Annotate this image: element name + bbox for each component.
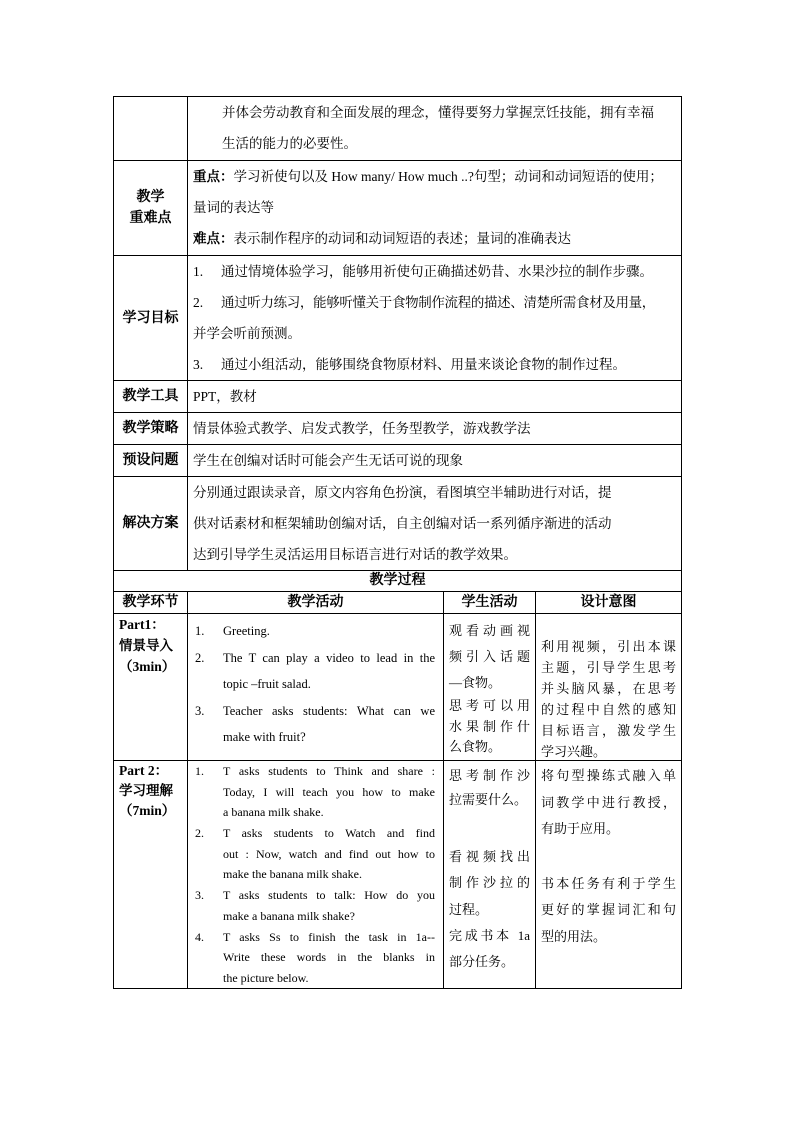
design-intent-line: 的过程中自然的感知	[541, 702, 676, 717]
student-activity-line: 看视频找出	[449, 849, 530, 864]
student-activity-line: 部分任务。	[449, 954, 515, 969]
activity-line: out : Now, watch and find out how to	[223, 846, 435, 861]
design-intent-line: 主题，引导学生思考	[541, 660, 676, 675]
student-activity-line: 观看动画视	[449, 623, 530, 638]
part1-stage-cell	[114, 614, 187, 760]
difficult-point-text: 表示制作程序的动词和动词短语的表述；量词的准确表达	[233, 231, 571, 246]
activity-line	[195, 645, 435, 672]
continuation-line: 并体会劳动教育和全面发展的理念，懂得要努力掌握烹饪技能，拥有幸福	[222, 105, 654, 120]
activity-number: 1.	[195, 764, 204, 778]
activity-text: The T can play a video to lead in the	[223, 650, 435, 665]
header-design-intent: 设计意图	[536, 592, 681, 613]
design-intent-line: 学习兴趣。	[541, 744, 607, 759]
teaching-tools-content-cell	[188, 381, 681, 412]
student-activity-paragraph	[449, 844, 530, 975]
design-intent-line: 书本任务有利于学生	[541, 875, 676, 891]
part1-activities-cell	[188, 614, 443, 760]
part2-activities-cell	[188, 761, 443, 988]
activity-line	[195, 761, 435, 782]
objective-line	[193, 287, 678, 318]
student-activity-paragraph	[449, 761, 530, 812]
learning-objectives-label: 学习目标	[122, 310, 179, 326]
stage-label-line: （7min）	[119, 803, 176, 818]
learning-objectives-content-cell	[188, 256, 681, 380]
design-intent-line: 词教学中进行教授，	[541, 794, 676, 810]
objective-number: 3.	[193, 357, 204, 372]
student-activity-line: 水果制作什	[449, 718, 530, 734]
part2-stage-cell	[114, 761, 187, 988]
anticipated-problems-label-cell	[114, 445, 187, 476]
activity-text: Teacher asks students: What can we	[223, 703, 435, 718]
stage-label-line: 情景导入	[119, 638, 173, 653]
activity-line: Write these words in the blanks in	[223, 950, 435, 965]
activity-text: Greeting.	[223, 624, 270, 638]
activity-number: 3.	[195, 888, 204, 903]
blank-label-cell	[114, 97, 187, 160]
objective-line: 并学会听前预测。	[193, 326, 301, 341]
anticipated-problems-label: 预设问题	[122, 453, 179, 468]
activity-line	[195, 823, 435, 844]
teaching-tools-value: PPT，教材	[193, 389, 257, 404]
activity-line: the picture below.	[223, 970, 309, 985]
process-title: 教学过程	[114, 571, 681, 591]
header-student-activities: 学生活动	[444, 592, 535, 613]
design-intent-paragraph	[541, 614, 676, 760]
objective-line	[193, 256, 678, 287]
student-activity-line: 思考制作沙	[449, 768, 530, 783]
continuation-line: 生活的能力的必要性。	[222, 136, 357, 151]
activity-line: make a banana milk shake?	[223, 908, 355, 923]
student-activity-line: 拉需要什么。	[449, 792, 528, 807]
student-activity-line: 完成书本 1a	[449, 927, 530, 943]
student-activity-line: 制作沙拉的	[449, 875, 530, 891]
activity-text: T asks students to talk: How do you	[223, 888, 435, 903]
objective-text: 通过情境体验学习，能够用祈使句正确描述奶昔、水果沙拉的制作步骤。	[221, 264, 653, 279]
activity-text: T asks Ss to finish the task in 1a--	[223, 929, 435, 944]
activity-line	[195, 885, 435, 906]
design-intent-line: 更好的掌握词汇和句	[541, 902, 676, 917]
key-difficult-points-label-cell	[114, 161, 187, 255]
lesson-plan-table	[113, 96, 682, 989]
key-difficult-points-content-cell	[188, 161, 681, 255]
activity-number: 2.	[195, 826, 204, 841]
objective-text: 通过小组活动，能够围绕食物原材料、用量来谈论食物的制作过程。	[221, 357, 626, 372]
part1-design-intent-cell	[536, 614, 681, 760]
solutions-label-cell	[114, 477, 187, 570]
activity-line: a banana milk shake.	[223, 805, 324, 820]
design-intent-paragraph	[541, 871, 676, 951]
activity-number: 3.	[195, 703, 205, 718]
key-point-line: 量词的表达等	[193, 200, 274, 215]
activity-text: T asks students to Watch and find	[223, 826, 435, 841]
design-intent-line: 将句型操练式融入单	[541, 768, 676, 783]
activity-line	[195, 698, 435, 725]
design-intent-line: 有助于应用。	[541, 821, 620, 836]
activity-line	[195, 618, 435, 645]
teaching-strategies-label-cell	[114, 413, 187, 444]
key-point-text: 学习祈使句以及 How many/ How much ..?句型；动词和动词短语的使用；	[233, 169, 663, 184]
stage-label-line: Part1：	[119, 617, 165, 632]
student-activity-line: —食物。	[449, 675, 502, 690]
design-intent-line: 利用视频，引出本课	[541, 639, 676, 654]
key-difficult-points-label: 重难点	[129, 211, 172, 226]
student-activity-line: 频引入话题	[449, 649, 530, 664]
student-activity-paragraph	[449, 696, 530, 758]
part2-student-activities-cell	[444, 761, 535, 988]
objective-line	[193, 349, 678, 380]
learning-objectives-label-cell	[114, 256, 187, 380]
activity-number: 2.	[195, 650, 205, 665]
design-intent-paragraph	[541, 761, 676, 843]
design-intent-line: 型的用法。	[541, 928, 607, 944]
student-activity-paragraph	[449, 614, 530, 696]
difficult-point-prefix: 难点：	[193, 231, 234, 246]
solutions-line: 供对话素材和框架辅助创编对话，自主创编对话一系列循序渐进的活动	[193, 516, 612, 531]
stage-label-line: （3min）	[119, 659, 176, 674]
solutions-label: 解决方案	[122, 516, 179, 531]
key-point-line	[193, 161, 678, 192]
student-activity-line: 思考可以用	[449, 698, 530, 713]
solutions-line: 达到引导学生灵活运用目标语言进行对话的教学效果。	[193, 547, 517, 562]
activity-number: 1.	[195, 624, 205, 638]
difficult-point-line	[193, 223, 678, 254]
solutions-content-cell	[188, 477, 681, 570]
stage-label-line: Part 2：	[119, 763, 169, 778]
activity-line: topic –fruit salad.	[223, 677, 311, 691]
part1-student-activities-cell	[444, 614, 535, 760]
anticipated-problems-content-cell	[188, 445, 681, 476]
teaching-strategies-label: 教学策略	[122, 421, 179, 436]
teaching-strategies-value: 情景体验式教学、启发式教学，任务型教学，游戏教学法	[193, 421, 531, 436]
activity-line	[195, 927, 435, 948]
activity-line: make the banana milk shake.	[223, 867, 362, 882]
activity-line: Today, I will teach you how to make	[223, 784, 435, 799]
anticipated-problems-value: 学生在创编对话时可能会产生无话可说的现象	[193, 453, 463, 468]
teaching-strategies-content-cell	[188, 413, 681, 444]
activity-text: T asks students to Think and share :	[223, 764, 435, 778]
header-activities: 教学活动	[188, 592, 443, 613]
key-point-prefix: 重点：	[193, 169, 234, 184]
part2-design-intent-cell	[536, 761, 681, 988]
student-activity-line: 过程。	[449, 901, 489, 917]
objective-number: 1.	[193, 264, 204, 279]
teaching-tools-label-cell	[114, 381, 187, 412]
student-activity-line: 么食物。	[449, 739, 502, 754]
objective-number: 2.	[193, 295, 204, 310]
teaching-tools-label: 教学工具	[122, 389, 179, 404]
stage-label-line: 学习理解	[119, 783, 173, 798]
design-intent-line: 目标语言，激发学生	[541, 723, 676, 738]
continuation-content-cell	[188, 97, 681, 160]
activity-number: 4.	[195, 929, 204, 944]
solutions-line: 分别通过跟读录音，原文内容角色扮演，看图填空半辅助进行对话，提	[193, 485, 612, 500]
activity-line: make with fruit?	[223, 730, 306, 744]
design-intent-line: 并头脑风暴，在思考	[541, 681, 676, 696]
objective-text: 通过听力练习，能够听懂关于食物制作流程的描述、清楚所需食材及用量，	[221, 295, 655, 310]
key-difficult-points-label: 教学	[136, 190, 165, 205]
header-stage: 教学环节	[114, 592, 187, 613]
